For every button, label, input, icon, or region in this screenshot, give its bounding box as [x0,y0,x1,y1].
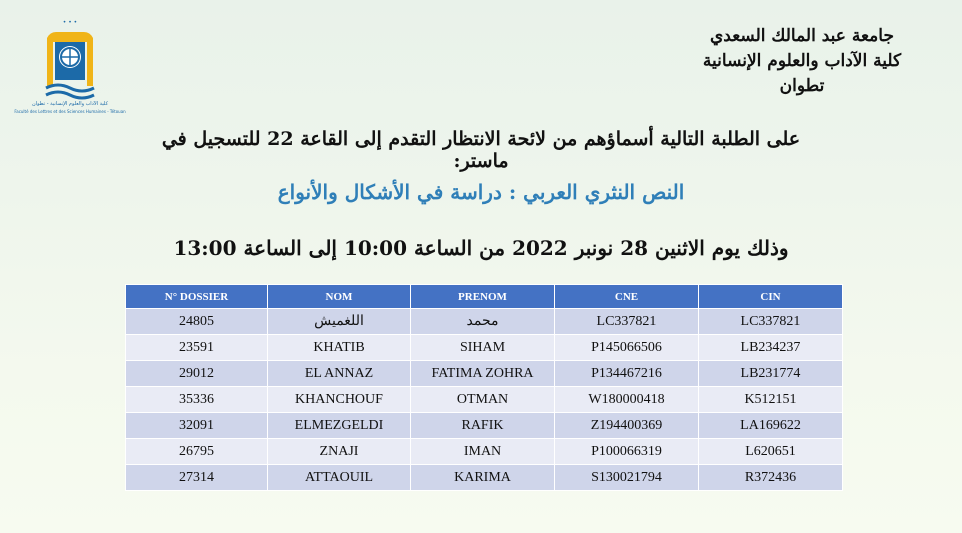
column-header-cne: CNE [555,285,699,309]
cell-prenom: SIHAM [411,335,555,361]
cell-prenom: OTMAN [411,387,555,413]
cell-prenom: محمد [411,309,555,335]
schedule-line: وذلك يوم الاثنين 28 نونبر 2022 من الساعة 10:00 إلى الساعة 13:00 [173,236,789,260]
cell-cne: S130021794 [555,465,699,491]
svg-text:• • •: • • • [62,19,78,26]
students-table [125,284,843,491]
column-header-prenom: PRENOM [411,285,555,309]
table-row [126,335,843,361]
cell-cne: Z194400369 [555,413,699,439]
cell-cin: LB231774 [699,361,843,387]
cell-prenom: RAFIK [411,413,555,439]
cell-dossier: 27314 [126,465,268,491]
cell-cin: LB234237 [699,335,843,361]
cell-prenom: IMAN [411,439,555,465]
cell-cin: LA169622 [699,413,843,439]
table-row [126,413,843,439]
table-row [126,465,843,491]
cell-cin: L620651 [699,439,843,465]
city-name: تطوان [779,76,825,96]
table-row [126,361,843,387]
cell-prenom: KARIMA [411,465,555,491]
notice-intro: على الطلبة التالية أسماؤهم من لائحة الانتظار التقدم إلى القاعة 22 للتسجيل في ماستر: [161,128,801,172]
cell-nom: EL ANNAZ [268,361,411,387]
cell-nom: ZNAJI [268,439,411,465]
cell-nom: KHATIB [268,335,411,361]
institution-header [672,24,932,99]
program-title: النص النثري العربي : دراسة في الأشكال والأنواع [277,180,685,204]
cell-cne: P145066506 [555,335,699,361]
cell-dossier: 35336 [126,387,268,413]
cell-dossier: 23591 [126,335,268,361]
cell-cne: W180000418 [555,387,699,413]
cell-cne: P100066319 [555,439,699,465]
faculty-name: كلية الآداب والعلوم الإنسانية [702,51,902,71]
column-header-dossier: N° DOSSIER [126,285,268,309]
cell-dossier: 32091 [126,413,268,439]
column-header-cin: CIN [699,285,843,309]
cell-nom: اللغميش [268,309,411,335]
faculty-logo [10,12,130,117]
logo-arabic-caption: كلية الآداب والعلوم الإنسانية - تطوان [32,101,108,107]
cell-cne: P134467216 [555,361,699,387]
table-row [126,309,843,335]
cell-cin: R372436 [699,465,843,491]
table-row [126,387,843,413]
university-name: جامعة عبد المالك السعدي [710,26,894,46]
table-header-row [126,285,843,309]
cell-cin: K512151 [699,387,843,413]
table-row [126,439,843,465]
column-header-nom: NOM [268,285,411,309]
cell-nom: KHANCHOUF [268,387,411,413]
cell-dossier: 26795 [126,439,268,465]
cell-nom: ELMEZGELDI [268,413,411,439]
cell-cin: LC337821 [699,309,843,335]
cell-dossier: 29012 [126,361,268,387]
cell-dossier: 24805 [126,309,268,335]
cell-prenom: FATIMA ZOHRA [411,361,555,387]
logo-french-caption: Faculté des Lettres et des Sciences Humaines - Tétouan [14,109,126,114]
cell-nom: ATTAOUIL [268,465,411,491]
cell-cne: LC337821 [555,309,699,335]
